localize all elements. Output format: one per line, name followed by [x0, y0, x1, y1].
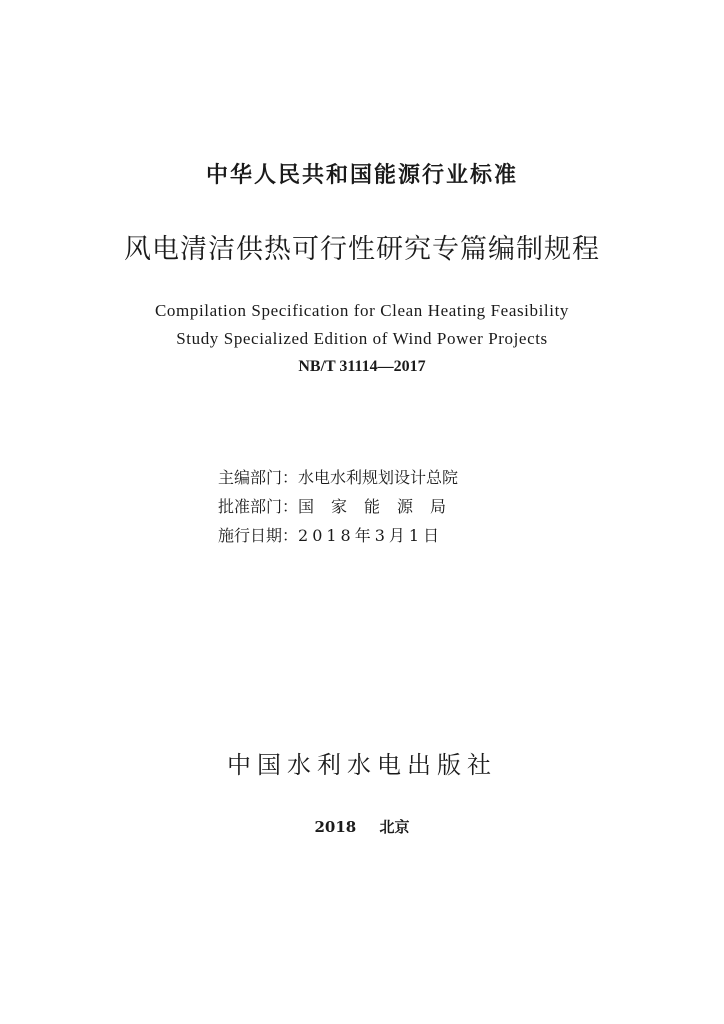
publication-year: 2018 [314, 818, 357, 836]
approver-label: 批准部门： [218, 497, 299, 516]
document-title-chinese: 风电清洁供热可行性研究专篇编制规程 [124, 234, 600, 265]
editor-row [218, 463, 463, 492]
standard-number: NB/T 31114—2017 [298, 358, 426, 375]
effective-date-value: 2018年3月1日 [298, 526, 444, 545]
document-title-english-line-1: Compilation Specification for Clean Heating Feasibility [154, 301, 569, 320]
publication-year-city [0, 815, 724, 839]
document-title-english-line-2: Study Specialized Edition of Wind Power Projects [176, 329, 548, 348]
effective-date-label: 施行日期： [218, 526, 299, 545]
approver-row [218, 492, 463, 521]
publication-city: 北京 [379, 818, 410, 836]
standard-category-heading: 中华人民共和国能源行业标准 [205, 163, 518, 188]
editor-value: 水电水利规划设计总院 [298, 468, 459, 487]
publication-info-block [218, 463, 463, 550]
editor-label: 主编部门： [218, 468, 299, 487]
effective-date-row [218, 521, 463, 550]
approver-value: 国家能源局 [298, 497, 464, 516]
publisher-name: 中国水利水电出版社 [227, 751, 497, 779]
